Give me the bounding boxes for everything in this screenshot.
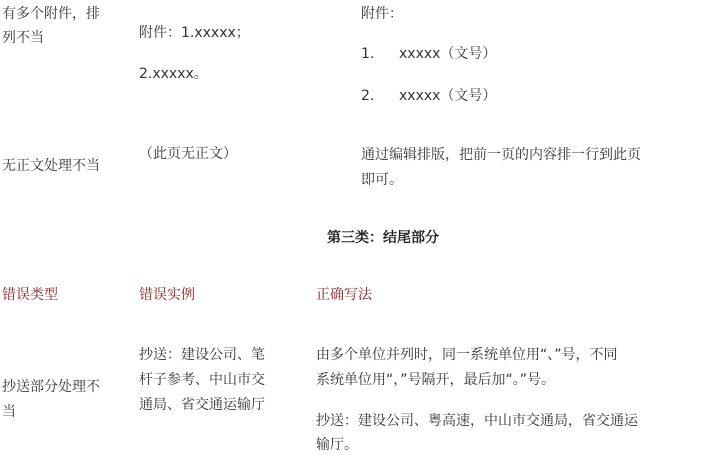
correct-attachments-item-1-text: xxxxx（文号） <box>399 46 497 62</box>
correct-no-body-line2: 即可。 <box>361 172 403 188</box>
error-type-cc-line1: 抄送部分处理不 <box>2 379 100 395</box>
correct-cc-p2-line1: 抄送：建设公司、粤高速，中山市交通局，省交通运 <box>316 413 638 429</box>
correct-attachments-item-1-number: 1. <box>361 46 375 62</box>
error-type-attachments-line1: 有多个附件，排 <box>2 6 100 22</box>
header-correct-writing: 正确写法 <box>316 287 372 303</box>
correct-cc-p1-line1: 由多个单位并列时，同一系统单位用“、”号，不同 <box>316 347 618 363</box>
correct-attachments-title: 附件： <box>361 6 403 22</box>
correct-attachments-item-1 <box>361 43 496 65</box>
error-example-attachments-line1: 附件：1.xxxxx； <box>139 25 250 41</box>
section-heading: 第三类：结尾部分 <box>327 230 439 246</box>
error-example-no-body: （此页无正文） <box>139 146 237 162</box>
correct-attachments-item-2 <box>361 85 496 107</box>
correct-no-body-line1: 通过编辑排版，把前一页的内容排一行到此页 <box>361 147 641 163</box>
correct-cc-p1-line2: 系统单位用“，”号隔开，最后加“。”号。 <box>316 372 556 388</box>
error-example-cc-line3: 通局、省交通运输厅 <box>139 397 265 413</box>
error-example-attachments-line2: 2.xxxxx。 <box>139 66 208 82</box>
error-type-attachments-line2: 列不当 <box>2 30 44 46</box>
error-example-cc-line1: 抄送：建设公司、笔 <box>139 347 265 363</box>
correct-attachments-item-2-number: 2. <box>361 88 375 104</box>
error-type-cc-line2: 当 <box>2 404 16 420</box>
correct-attachments-item-2-text: xxxxx（文号） <box>399 88 497 104</box>
header-error-example: 错误实例 <box>139 287 195 303</box>
error-example-cc-line2: 杆子参考、中山市交 <box>139 372 265 388</box>
header-error-type: 错误类型 <box>2 287 58 303</box>
error-type-no-body: 无正文处理不当 <box>2 158 100 174</box>
correct-cc-p2-line2: 输厅。 <box>316 437 358 453</box>
